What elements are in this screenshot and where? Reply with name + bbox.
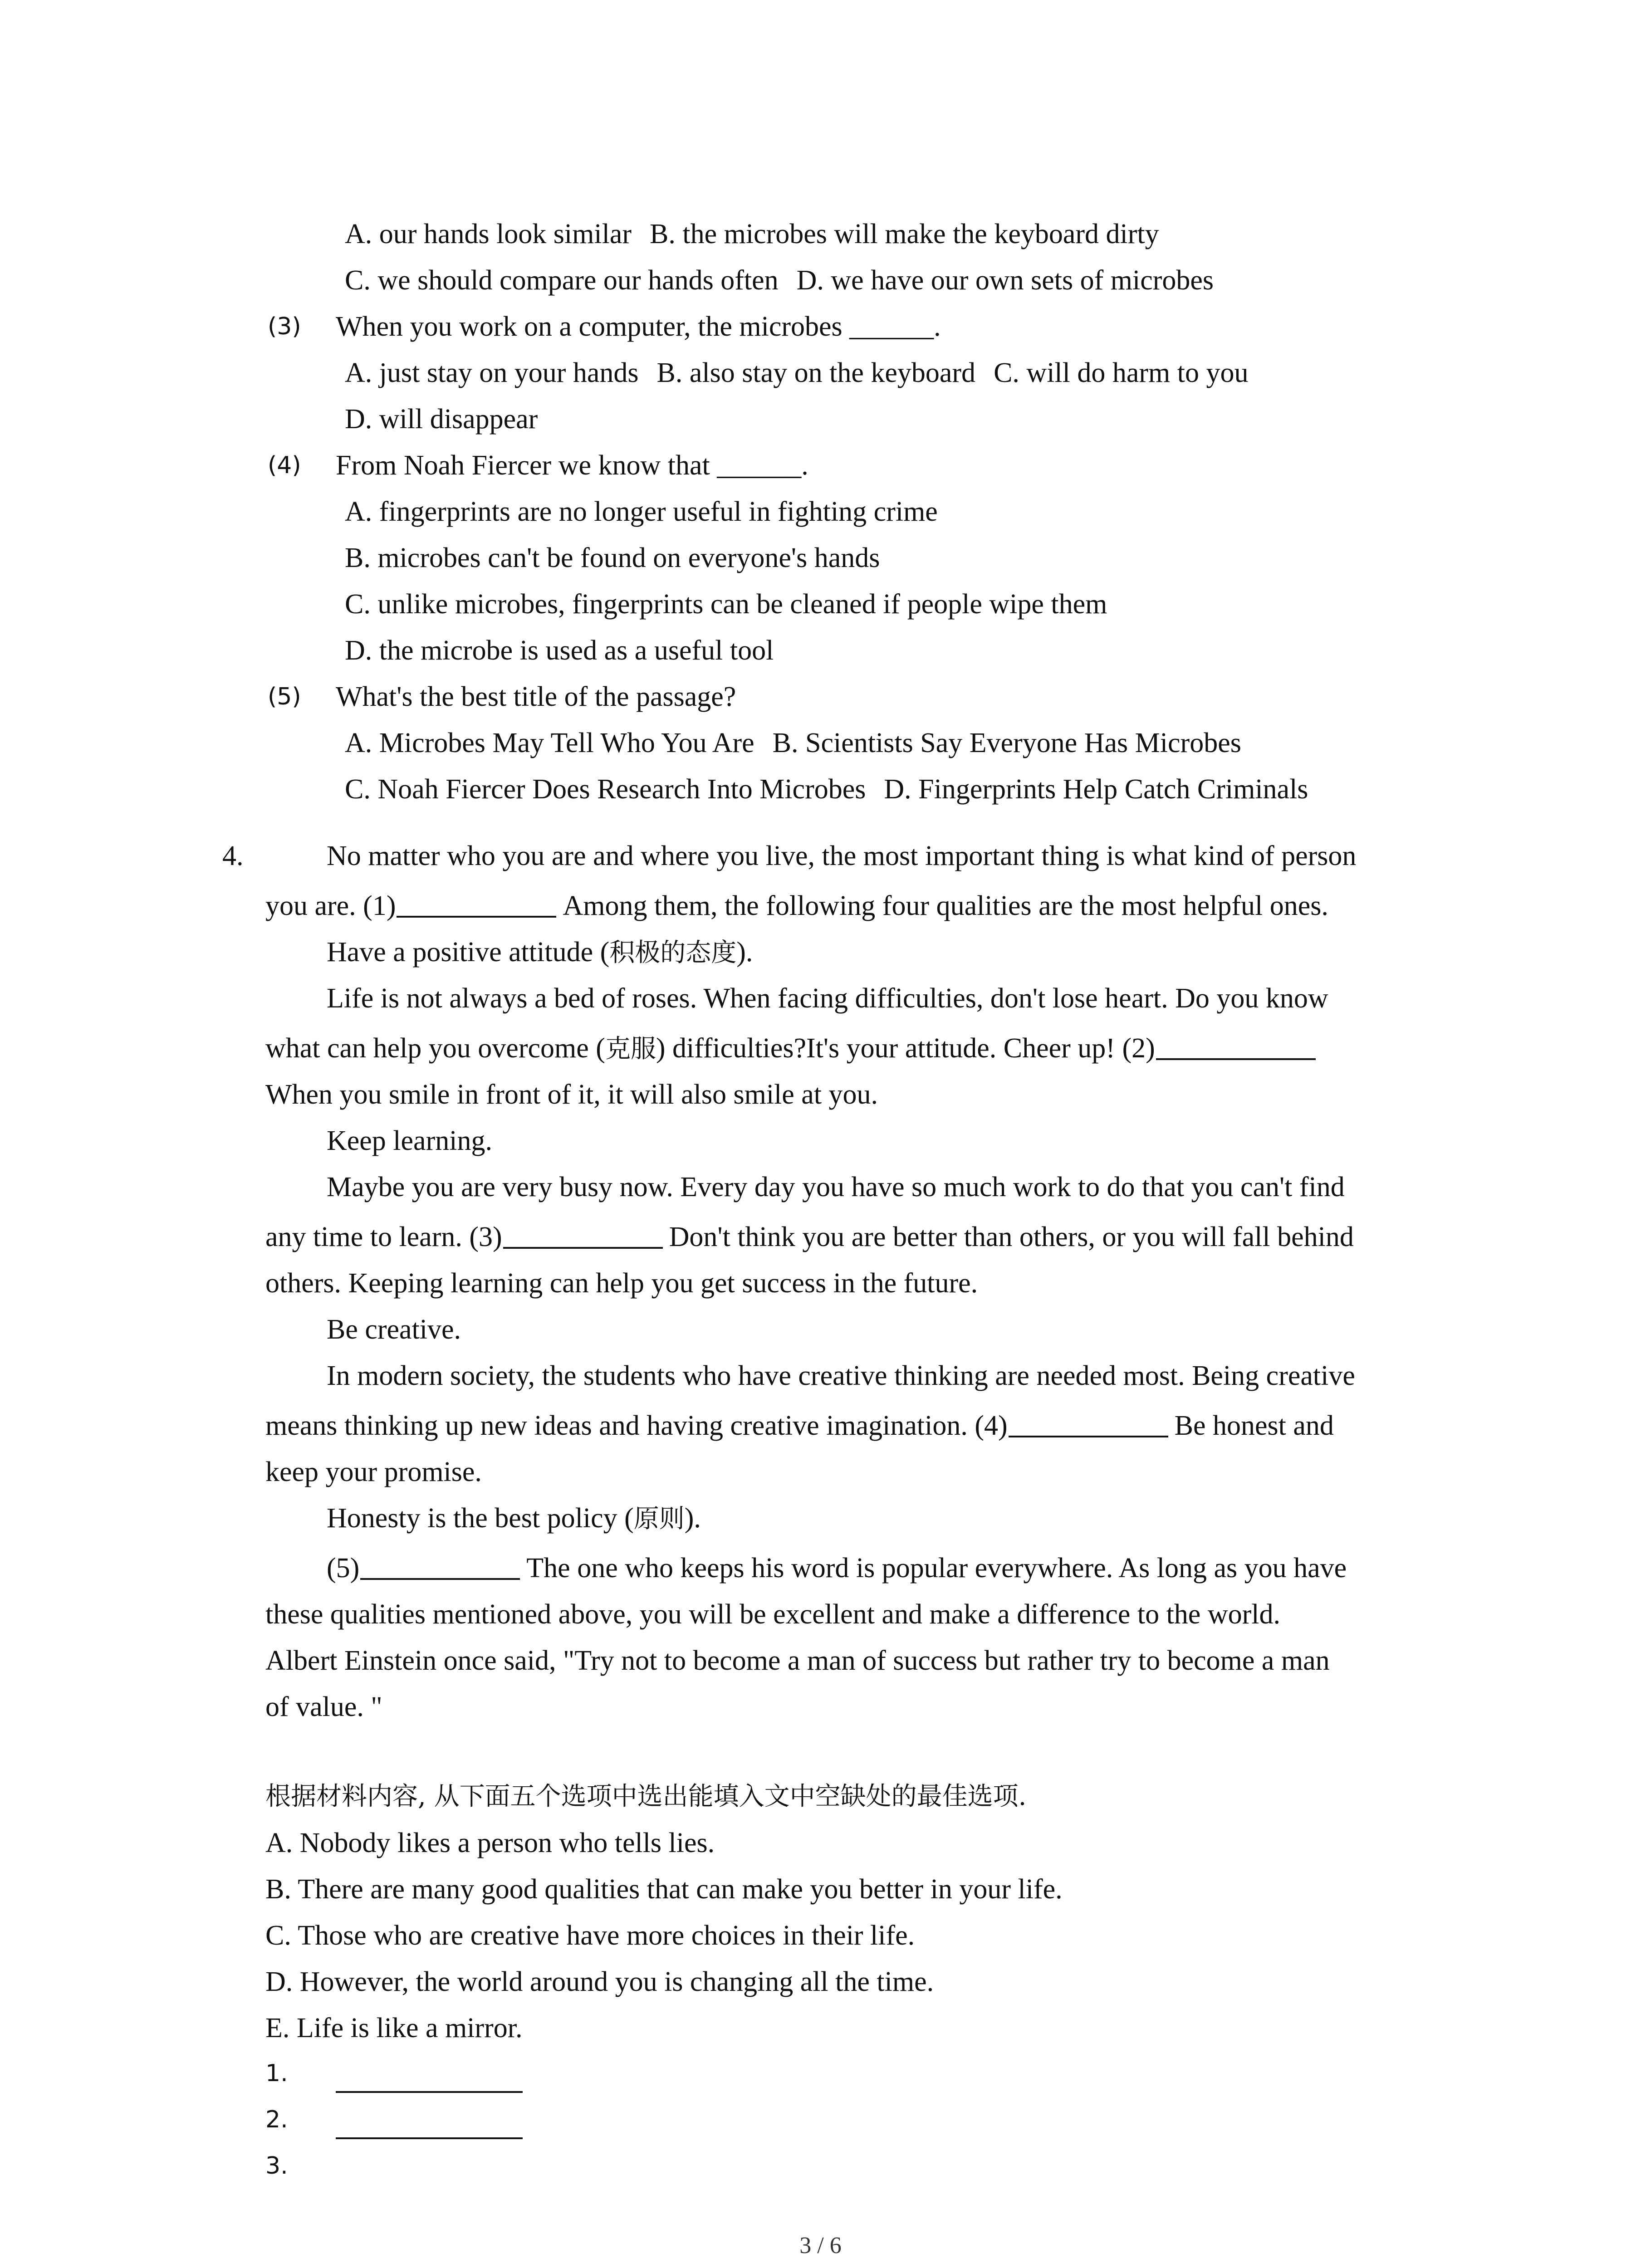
q4-option-b: B. microbes can't be found on everyone's hands: [345, 543, 880, 573]
blank-1: [397, 889, 556, 918]
q4-stem: From Noah Fiercer we know that ______.: [336, 450, 808, 481]
answer-number-3: 3.: [265, 2152, 288, 2180]
heading-honesty: Honesty is the best policy (原则).: [327, 1503, 701, 1534]
q5-option-b: B. Scientists Say Everyone Has Microbes: [772, 728, 1241, 758]
blank-4: [1009, 1408, 1168, 1437]
q5-options-line-1: [345, 720, 1241, 766]
q3-option-d: D. will disappear: [345, 404, 538, 435]
choice-a: A. Nobody likes a person who tells lies.: [265, 1828, 715, 1858]
passage-line-3: Life is not always a bed of roses. When facing difficulties, don't lose heart. Do you know: [327, 983, 1328, 1014]
heading-positive-attitude: Have a positive attitude (积极的态度).: [327, 937, 753, 968]
q2-option-d: D. we have our own sets of microbes: [796, 265, 1214, 296]
choice-c: C. Those who are creative have more choices in their life.: [265, 1920, 915, 1951]
blank-2: [1156, 1031, 1316, 1060]
answer-line-2[interactable]: [336, 2137, 523, 2139]
q2-option-a: A. our hands look similar: [345, 219, 632, 249]
q4-option-a: A. fingerprints are no longer useful in fighting crime: [345, 496, 938, 527]
q2-option-b: B. the microbes will make the keyboard dirty: [650, 219, 1159, 249]
answer-number-2: 2.: [265, 2106, 288, 2133]
question-number: 4.: [222, 841, 244, 871]
q4-option-d: D. the microbe is used as a useful tool: [345, 635, 774, 666]
answer-number-1: 1.: [265, 2060, 288, 2087]
q4-option-c: C. unlike microbes, fingerprints can be cleaned if people wipe them: [345, 589, 1107, 620]
q5-option-c: C. Noah Fiercer Does Research Into Microbes: [345, 774, 866, 805]
q3-option-c: C. will do harm to you: [994, 357, 1249, 388]
blank-5: [360, 1551, 520, 1580]
page-number: 3 / 6: [799, 2233, 842, 2258]
answer-line-1[interactable]: [336, 2091, 523, 2093]
instruction: 根据材料内容, 从下面五个选项中选出能填入文中空缺处的最佳选项.: [265, 1782, 1027, 1811]
q3-option-b: B. also stay on the keyboard: [656, 357, 976, 388]
passage-line-15: of value. ": [265, 1691, 382, 1722]
passage-line-13: these qualities mentioned above, you will be excellent and make a difference to the world.: [265, 1599, 1280, 1630]
choice-d: D. However, the world around you is changing all the time.: [265, 1966, 934, 1997]
choice-e: E. Life is like a mirror.: [265, 2013, 523, 2043]
passage-line-9: In modern society, the students who have creative thinking are needed most. Being creative: [327, 1360, 1355, 1391]
q2-options-line-2: [345, 257, 1214, 303]
passage-line-12: (5) The one who keeps his word is popular everywhere. As long as you have: [327, 1545, 1347, 1591]
q5-options-line-2: [345, 766, 1308, 812]
passage-line-14: Albert Einstein once said, "Try not to become a man of success but rather try to become a man: [265, 1645, 1330, 1676]
q5-number: (5): [268, 683, 301, 710]
q3-stem: When you work on a computer, the microbes ______.: [336, 311, 941, 342]
q4-number: (4): [268, 452, 301, 479]
heading-keep-learning: Keep learning.: [327, 1125, 492, 1156]
q3-number: (3): [268, 313, 301, 340]
heading-be-creative: Be creative.: [327, 1314, 461, 1345]
q5-option-d: D. Fingerprints Help Catch Criminals: [884, 774, 1308, 805]
q3-options-line-1: [345, 350, 1248, 396]
passage-line-7: any time to learn. (3) Don't think you are better than others, or you will fall behind: [265, 1214, 1354, 1260]
q5-option-a: A. Microbes May Tell Who You Are: [345, 728, 754, 758]
q2-options-line-1: [345, 211, 1159, 257]
passage-line-6: Maybe you are very busy now. Every day you have so much work to do that you can't find: [327, 1172, 1345, 1202]
choice-b: B. There are many good qualities that can make you better in your life.: [265, 1874, 1063, 1905]
passage-line-11: keep your promise.: [265, 1457, 482, 1487]
q3-option-a: A. just stay on your hands: [345, 357, 639, 388]
passage-line-5: When you smile in front of it, it will also smile at you.: [265, 1079, 878, 1110]
passage-line-8: others. Keeping learning can help you get success in the future.: [265, 1268, 978, 1299]
blank-3: [503, 1220, 663, 1249]
passage-line-10: means thinking up new ideas and having creative imagination. (4) Be honest and: [265, 1403, 1334, 1449]
q2-option-c: C. we should compare our hands often: [345, 265, 779, 296]
passage-line-1: No matter who you are and where you live, the most important thing is what kind of person: [327, 841, 1357, 871]
passage-line-2: you are. (1) Among them, the following four qualities are the most helpful ones.: [265, 883, 1328, 929]
passage-line-4: what can help you overcome (克服) difficulties?It's your attitude. Cheer up! (2): [265, 1025, 1322, 1072]
q5-stem: What's the best title of the passage?: [336, 681, 736, 712]
